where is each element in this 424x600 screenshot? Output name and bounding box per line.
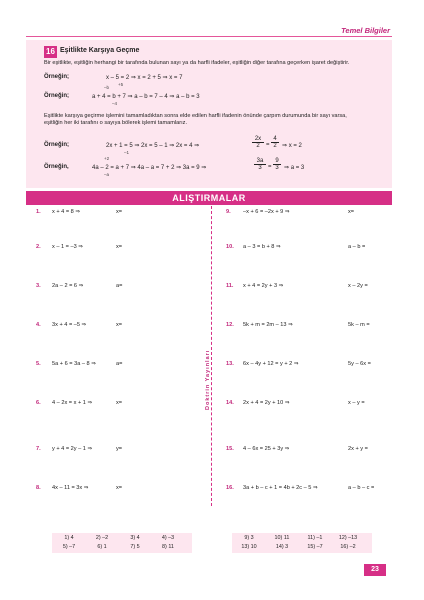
fraction-numerator: 3a: [254, 158, 266, 165]
exercise-number: 8.: [36, 485, 41, 491]
exercise-number: 13.: [226, 361, 234, 367]
exercise-answer-prompt: x=: [116, 400, 123, 406]
example-4-label: Örneğin,: [44, 164, 69, 170]
answer-key-item: 9) 3: [244, 535, 254, 541]
fraction-numerator: 9: [273, 158, 281, 165]
answer-key-item: 6) 1: [97, 544, 107, 550]
exercise-question: 5a + 6 = 3a – 8 ⇒: [52, 361, 96, 367]
exercise-answer-prompt: x – y =: [348, 400, 365, 406]
exercise-number: 2.: [36, 244, 41, 250]
answer-key-item: 1) 4: [64, 535, 74, 541]
answer-key-item: 13) 10: [241, 544, 257, 550]
exercise-number: 3.: [36, 283, 41, 289]
answer-key-item: 11) –1: [307, 535, 323, 541]
example-2-equation: a + 4 = b + 7 ⇒ a – b = 7 – 4 ⇒ a – b = 3: [92, 94, 200, 100]
exercise-answer-prompt: 5k – m =: [348, 322, 370, 328]
rule-text-1: Bir eşitlikte, eşitliğin herhangi bir tarafında bulunan sayı ya da harfli ifadeler, eşitliğin diğer tarafına geçerken işaret değiştirir.: [44, 60, 350, 66]
fraction-denominator: 2: [256, 143, 260, 149]
rule-text-2b: eşitliğin her iki tarafını o sayıya bölerek işlemi tamamlarız.: [44, 120, 188, 126]
example-4-result: ⇒ a = 3: [284, 165, 305, 171]
answer-key-item: 7) 5: [130, 544, 140, 550]
answer-key-item: 10) 11: [274, 535, 290, 541]
example-3-arrow-label: –1: [124, 150, 130, 155]
exercise-number: 7.: [36, 446, 41, 452]
example-1-label: Örneğin;: [44, 74, 69, 80]
answer-key-item: 16) –2: [340, 544, 356, 550]
exercise-answer-prompt: x=: [116, 322, 123, 328]
exercise-answer-prompt: 5y – 6x =: [348, 361, 371, 367]
example-4-fraction-1: [254, 158, 266, 171]
exercise-question: 4 – 6x = 25 + 3y ⇒: [243, 446, 290, 452]
exercise-number: 12.: [226, 322, 234, 328]
exercise-question: 2x + 4 = 2y + 10 ⇒: [243, 400, 290, 406]
exercise-number: 14.: [226, 400, 234, 406]
example-2-arrow-top: –b: [104, 85, 110, 90]
exercise-question: –x + 6 = –2x + 9 ⇒: [243, 209, 290, 215]
exercise-answer-prompt: a – b – c =: [348, 485, 375, 491]
exercise-question: 2a – 2 = 6 ⇒: [52, 283, 84, 289]
example-3-equation: 2x + 1 = 5 ⇒ 2x = 5 – 1 ⇒ 2x = 4 ⇒: [106, 143, 200, 149]
exercise-question: x + 4 = 2y + 3 ⇒: [243, 283, 284, 289]
exercises-banner: [26, 191, 392, 205]
answer-key-item: 5) –7: [62, 544, 76, 550]
exercise-question: x + 4 = 8 ⇒: [52, 209, 81, 215]
publisher-watermark: Doktrin Yayınları: [205, 349, 211, 411]
exercise-answer-prompt: a – b =: [348, 244, 366, 250]
exercise-answer-prompt: x – 2y =: [348, 283, 368, 289]
example-4-arrow-top: +2: [104, 156, 110, 161]
answer-key-item: 12) –13: [338, 535, 358, 541]
example-4-equation: 4a – 2 = a + 7 ⇒ 4a – a = 7 + 2 ⇒ 3a = 9 ⇒: [92, 165, 207, 171]
answer-key-item: 8) 11: [162, 544, 174, 550]
answer-key-item: 2) –2: [95, 535, 109, 541]
fraction-numerator: 2x: [252, 136, 264, 143]
page-number: 23: [364, 564, 386, 576]
exercise-answer-prompt: a=: [116, 283, 123, 289]
example-3-fraction-1: [252, 136, 264, 149]
rule-text-2a: Eşitlikte karşıya geçirme işlemini tamamladıktan sonra elde edilen harfli ifadenin önünde çarpım durumunda bir sayı varsa,: [44, 113, 347, 119]
exercise-answer-prompt: x=: [116, 485, 123, 491]
exercise-question: 3x + 4 = –5 ⇒: [52, 322, 87, 328]
example-3-result: ⇒ x = 2: [282, 143, 302, 149]
exercise-number: 9.: [226, 209, 231, 215]
exercise-number: 16.: [226, 485, 234, 491]
exercise-number: 11.: [226, 283, 234, 289]
example-3-equals: =: [266, 142, 270, 148]
answer-key-item: 14) 3: [275, 544, 289, 550]
section-number: 16: [44, 46, 57, 58]
exercise-number: 5.: [36, 361, 41, 367]
exercise-answer-prompt: x=: [116, 209, 123, 215]
exercise-question: 3a + b – c + 1 = 4b + 2c – 5 ⇒: [243, 485, 318, 491]
example-4-fraction-2: [273, 158, 281, 171]
example-4-equals: =: [268, 164, 272, 170]
section-title: Eşitlikte Karşıya Geçme: [60, 47, 140, 54]
exercise-answer-prompt: a=: [116, 361, 123, 367]
fraction-denominator: 3: [275, 165, 279, 171]
example-4-arrow-bottom: –a: [104, 172, 110, 177]
exercise-question: 4x – 11 = 3x ⇒: [52, 485, 89, 491]
example-1-equation: x – 5 = 2 ⇒ x = 2 + 5 ⇒ x = 7: [106, 75, 183, 81]
exercise-number: 1.: [36, 209, 41, 215]
example-3-fraction-2: [271, 136, 279, 149]
answer-key-item: 4) –3: [161, 535, 175, 541]
exercise-number: 6.: [36, 400, 41, 406]
example-2-label: Örneğin;: [44, 93, 69, 99]
exercises-title: ALIŞTIRMALAR: [172, 193, 246, 203]
exercise-number: 10.: [226, 244, 234, 250]
chapter-title: Temel Bilgiler: [341, 26, 390, 35]
header-rule: [26, 36, 392, 37]
exercise-question: x – 1 = –3 ⇒: [52, 244, 83, 250]
example-1-arrow-label: +5: [118, 82, 124, 87]
exercise-answer-prompt: x=: [116, 244, 123, 250]
exercise-number: 4.: [36, 322, 41, 328]
exercise-question: 4 – 2x = x + 1 ⇒: [52, 400, 93, 406]
exercise-question: 6x – 4y + 12 = y + 2 ⇒: [243, 361, 299, 367]
exercise-number: 15.: [226, 446, 234, 452]
example-2-arrow-bottom: –4: [112, 101, 118, 106]
example-3-label: Örneğin;: [44, 142, 69, 148]
fraction-numerator: 4: [271, 136, 279, 143]
exercise-answer-prompt: 2x + y =: [348, 446, 368, 452]
exercise-question: y + 4 = 2y – 1 ⇒: [52, 446, 93, 452]
answer-key-item: 15) –7: [307, 544, 323, 550]
exercise-answer-prompt: x=: [348, 209, 355, 215]
exercise-answer-prompt: y=: [116, 446, 123, 452]
fraction-denominator: 3: [258, 165, 262, 171]
answer-key-item: 3) 4: [130, 535, 140, 541]
exercise-question: 5k + m = 2m – 13 ⇒: [243, 322, 293, 328]
fraction-denominator: 2: [273, 143, 277, 149]
exercise-question: a – 3 = b + 8 ⇒: [243, 244, 281, 250]
